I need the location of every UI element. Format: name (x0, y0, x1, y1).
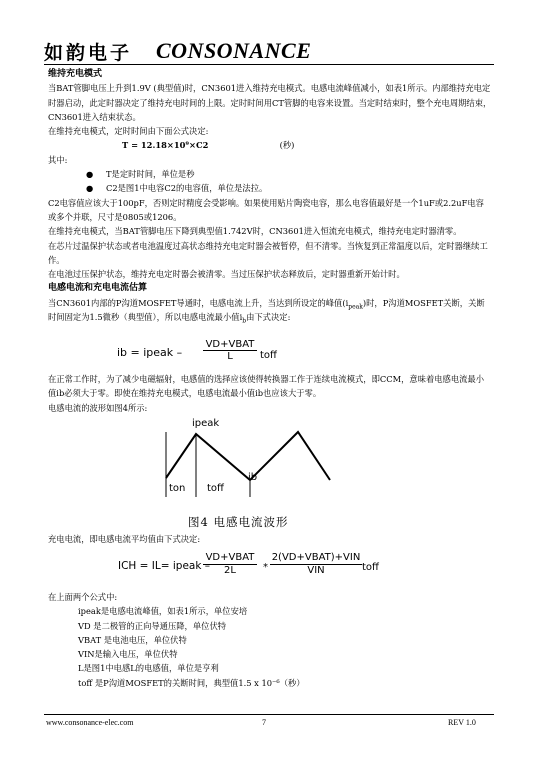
equation-tail: toff (260, 350, 277, 361)
footer-revision: REV 1.0 (448, 718, 476, 727)
formula-unit: (秒) (279, 140, 295, 151)
fraction-denominator: L (227, 351, 233, 362)
footer-rule (44, 714, 494, 715)
definition-item: VBAT 是电池电压，单位伏特 (78, 634, 187, 645)
figure-caption: 图4 电感电流波形 (188, 515, 289, 529)
equation-fraction-1 (203, 552, 257, 577)
equation-fraction-2 (270, 552, 362, 577)
bullet-icon: ● (86, 169, 94, 180)
fraction-denominator: VIN (307, 565, 325, 576)
paragraph: 其中: (48, 154, 68, 165)
list-item-text: T是定时时间，单位是秒 (106, 169, 195, 180)
paragraph: 当BAT管脚电压上升到1.9V (典型值)时，CN3601进入维持充电模式。电感电流峰值减小，如表1所示。内部维持充电定时器启动，此定时器决定了维持充电时间的上限。定时时间用CT管脚的电容来设置。当定时结束时，整个充电周期结束，CN3601进入结束状态。 (48, 83, 492, 122)
text-run: )时，P沟道MOSFET关断，关断时间固定为1.5微秒（典型值），所以电感电流最小值i (48, 297, 485, 323)
text-run: 当CN3601内部的P沟道MOSFET导通时，电感电流上升，当达到所设定的峰值(i (48, 297, 349, 308)
fraction-denominator: 2L (224, 565, 236, 576)
section-text-3 (48, 532, 492, 546)
label-toff: toff (207, 483, 224, 494)
section-title: 电感电流和充电电流估算 (48, 283, 148, 294)
fraction-numerator: VD+VBAT (203, 339, 257, 351)
section-title: 维持充电模式 (48, 69, 103, 79)
paragraph: C2电容值应该大于100pF，否则定时精度会受影响。如果使用贴片陶瓷电容，那么电容值最好是一个1uF或2.2uF电容或多个并联，尺寸是0805或1206。 (48, 197, 484, 222)
paragraph: 在正常工作时，为了减少电磁辐射，电感值的选择应该使得转换器工作于连续电流模式，即CCM，意味着电感电流最小值ib必须大于零。即使在维持充电模式，电感电流最小值ib也应该大于零。 (48, 374, 485, 399)
company-name-cn: 如韵电子 (44, 42, 133, 64)
paragraph: 充电电流，即电感电流平均值由下式决定: (48, 534, 201, 544)
company-name-en: CONSONANCE (156, 38, 312, 63)
text-run: 由下式决定: (246, 312, 291, 323)
paragraph: 电感电流的波形如图4所示: (48, 402, 148, 413)
label-ipeak: ipeak (192, 418, 220, 429)
footer-url: www.consonance-elec.com (46, 718, 134, 727)
paragraph: 在维持充电模式，当BAT管脚电压下降到典型值1.742V时，CN3601进入恒流充电模式，维持充电定时器清零。 (48, 226, 462, 237)
equation-lhs: ib = ipeak – (117, 346, 183, 359)
definition-item: ipeak是电感电流峰值，如表1所示，单位安培 (78, 606, 248, 617)
multiply-sign: * (263, 562, 268, 573)
paragraph: 在上面两个公式中: (48, 592, 118, 602)
bullet-icon: ● (86, 183, 94, 194)
definitions-block (48, 590, 492, 690)
equation-tail: toff (362, 562, 379, 573)
footer-page-number: 7 (262, 718, 266, 727)
subscript: peak (348, 303, 363, 311)
fraction-numerator: VD+VBAT (203, 552, 257, 565)
definition-item: L是图1中电感L的电感值，单位是亨利 (78, 663, 219, 674)
paragraph: 在电池过压保护状态，维持充电定时器会被清零。当过压保护状态释放后，定时器重新开始计时。 (48, 269, 405, 280)
label-ib: ib (248, 472, 258, 483)
equation-lhs: ICH = IL= ipeak – (118, 560, 211, 572)
definition-item: toff 是P沟道MOSFET的关断时间，典型值1.5 x 10⁻⁶（秒） (78, 677, 305, 688)
label-ton: ton (169, 483, 186, 494)
fraction-numerator: 2(VD+VBAT)+VIN (271, 552, 361, 563)
timer-formula: T = 12.18×10⁹×C2 (122, 140, 209, 151)
definition-item: VD 是二极管的正向导通压降，单位伏特 (78, 620, 227, 631)
list-item-text: C2是图1中电容C2的电容值，单位是法拉。 (106, 183, 268, 194)
paragraph: 在维持充电模式，定时时间由下面公式决定: (48, 126, 209, 137)
paragraph: 在芯片过温保护状态或者电池温度过高状态维持充电定时器会被暂停，但不清零。当恢复到正常温度以后，定时器继续工作。 (48, 240, 488, 265)
subscript: b (242, 317, 247, 325)
definition-item: VIN是输入电压，单位伏特 (78, 649, 178, 660)
